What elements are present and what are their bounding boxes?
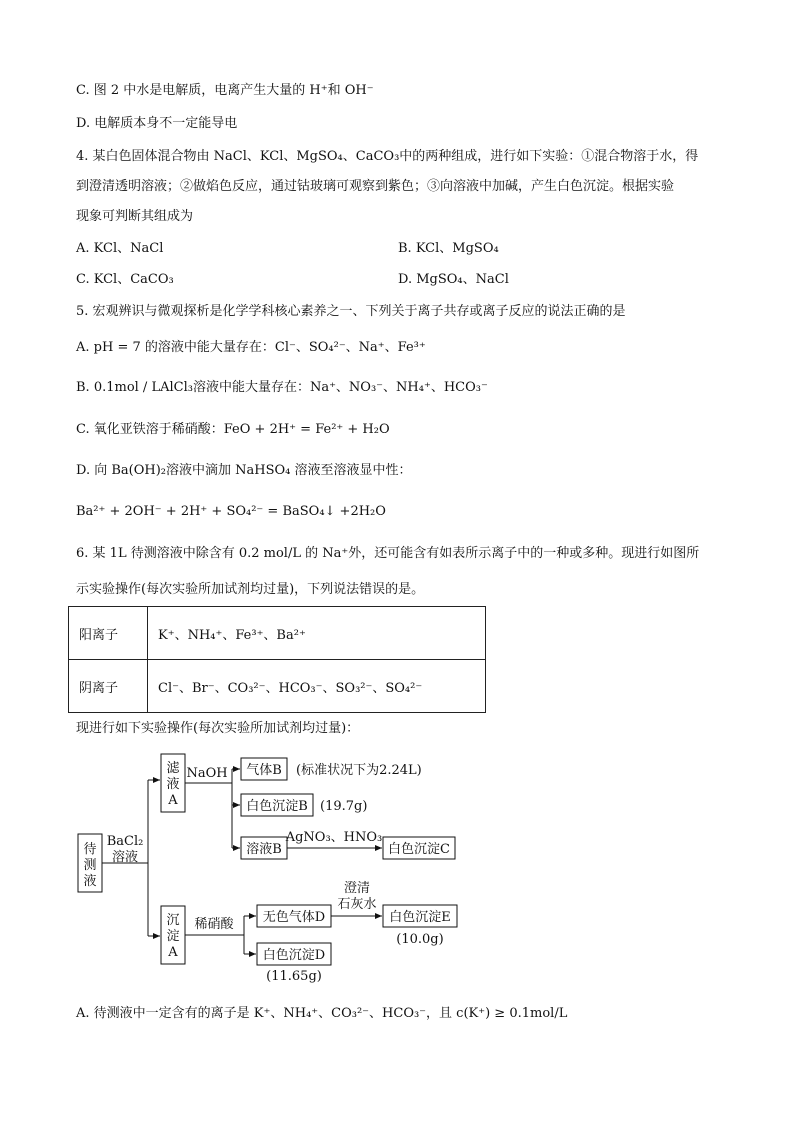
reagent-naoh: NaOH — [186, 766, 228, 781]
filtrate-a-label-1: 滤 — [166, 761, 180, 776]
reagent-bacl2-solution: 溶液 — [111, 850, 139, 865]
gas-b-volume: (标准状况下为2.24L) — [296, 763, 422, 778]
precipitate-a-label-3: A — [168, 945, 178, 960]
q3-option-c: C. 图 2 中水是电解质，电离产生大量的 H⁺和 OH⁻ — [76, 83, 374, 98]
gas-b-label: 气体B — [246, 763, 282, 778]
q3-option-d: D. 电解质本身不一定能导电 — [76, 116, 238, 131]
solution-b-label: 溶液B — [246, 842, 282, 857]
q4-stem-line3: 现象可判断其组成为 — [76, 209, 194, 224]
reagent-limewater-2: 石灰水 — [337, 897, 377, 912]
q5-option-d-line1: D. 向 Ba(OH)₂溶液中滴加 NaHSO₄ 溶液至溶液显中性： — [76, 463, 412, 478]
precipitate-b-label: 白色沉淀B — [246, 799, 308, 814]
reagent-agno3-hno3: AgNO₃、HNO₃ — [285, 830, 383, 845]
ion-table — [68, 606, 486, 713]
precipitate-a-label-1: 沉 — [166, 913, 180, 928]
table-row — [69, 660, 486, 713]
q4-stem-line1: 4. 某白色固体混合物由 NaCl、KCl、MgSO₄、CaCO₃中的两种组成，进行如下实验：①混合物溶于水，得 — [76, 149, 699, 164]
precipitate-e-label: 白色沉淀E — [389, 910, 451, 925]
table-row — [69, 607, 486, 660]
q5-option-b: B. 0.1mol / LAlCl₃溶液中能大量存在：Na⁺、NO₃⁻、NH₄⁺、HCO₃⁻ — [76, 380, 488, 395]
filtrate-a-label-2: 液 — [166, 777, 180, 792]
cation-list: K⁺、NH₄⁺、Fe³⁺、Ba²⁺ — [148, 607, 486, 660]
q6-stem-line2: 示实验操作(每次实验所加试剂均过量)，下列说法错误的是。 — [76, 582, 425, 597]
reagent-bacl2: BaCl₂ — [106, 834, 144, 849]
precipitate-d-mass: (11.65g) — [266, 969, 322, 984]
q5-stem: 5. 宏观辨识与微观探析是化学学科核心素养之一、下列关于离子共存或离子反应的说法正确的是 — [76, 304, 626, 319]
precipitate-d-label: 白色沉淀D — [262, 948, 326, 963]
precipitate-e-mass: (10.0g) — [396, 932, 444, 947]
q5-option-a: A. pH = 7 的溶液中能大量存在：Cl⁻、SO₄²⁻、Na⁺、Fe³⁺ — [76, 340, 426, 355]
filtrate-a-label-3: A — [168, 793, 178, 808]
q4-option-a: A. KCl、NaCl — [76, 241, 164, 256]
sample-label-3: 液 — [83, 874, 97, 889]
q5-option-d-equation: Ba²⁺ + 2OH⁻ + 2H⁺ + SO₄²⁻ = BaSO₄↓ +2H₂O — [76, 504, 386, 519]
precipitate-b-mass: (19.7g) — [320, 799, 368, 814]
precipitate-a-label-2: 淀 — [166, 929, 180, 944]
sample-label-2: 测 — [83, 858, 97, 873]
precipitate-c-label: 白色沉淀C — [388, 842, 450, 857]
q6-stem-line1: 6. 某 1L 待测溶液中除含有 0.2 mol/L 的 Na⁺外，还可能含有如表所示离子中的一种或多种。现进行如图所 — [76, 546, 700, 561]
gas-d-label: 无色气体D — [262, 910, 326, 925]
q4-option-d: D. MgSO₄、NaCl — [398, 272, 509, 287]
q6-option-a: A. 待测液中一定含有的离子是 K⁺、NH₄⁺、CO₃²⁻、HCO₃⁻，且 c(K⁺) ≥ 0.1mol/L — [76, 1006, 568, 1021]
reagent-limewater-1: 澄清 — [343, 881, 371, 896]
q6-flow-intro: 现进行如下实验操作(每次实验所加试剂均过量)： — [76, 721, 360, 736]
q4-stem-line2: 到澄清透明溶液；②做焰色反应，通过钴玻璃可观察到紫色；③向溶液中加碱，产生白色沉淀。根据实验 — [76, 179, 675, 194]
q4-option-c: C. KCl、CaCO₃ — [76, 272, 174, 287]
experiment-flowchart — [0, 750, 794, 990]
reagent-dilute-nitric-acid: 稀硝酸 — [194, 917, 234, 932]
sample-label-1: 待 — [83, 842, 97, 857]
anion-header: 阴离子 — [69, 660, 148, 713]
cation-header: 阳离子 — [69, 607, 148, 660]
q5-option-c: C. 氧化亚铁溶于稀硝酸：FeO + 2H⁺ = Fe²⁺ + H₂O — [76, 422, 390, 437]
anion-list: Cl⁻、Br⁻、CO₃²⁻、HCO₃⁻、SO₃²⁻、SO₄²⁻ — [148, 660, 486, 713]
q4-option-b: B. KCl、MgSO₄ — [398, 241, 499, 256]
